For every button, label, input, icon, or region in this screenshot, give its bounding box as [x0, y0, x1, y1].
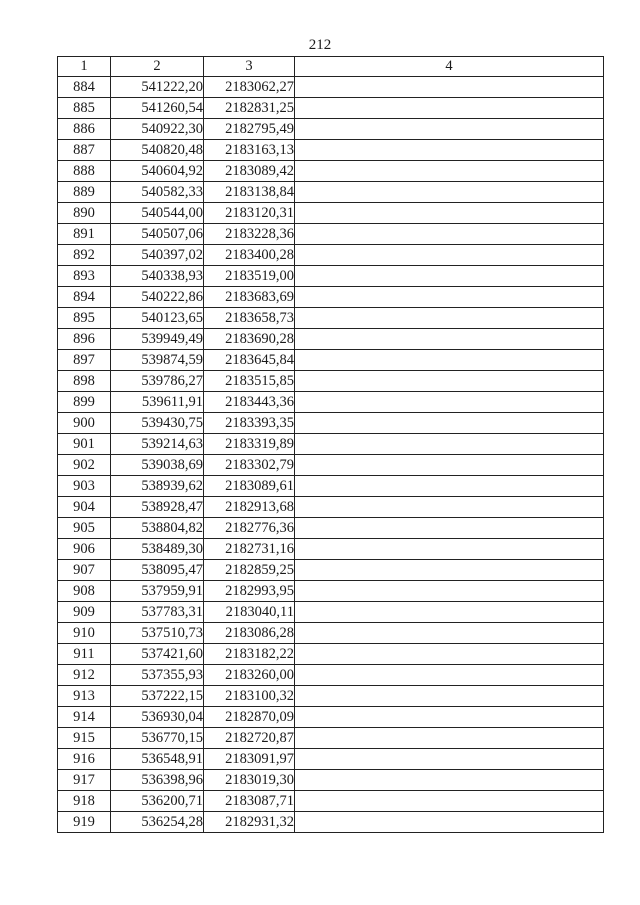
x-coordinate-cell: 541222,20: [111, 77, 204, 98]
table-row: [58, 245, 604, 266]
y-coordinate-cell: 2183400,28: [204, 245, 295, 266]
y-coordinate-cell: 2183138,84: [204, 182, 295, 203]
y-coordinate-cell: 2183086,28: [204, 623, 295, 644]
point-number-cell: 889: [58, 182, 111, 203]
table-row: [58, 476, 604, 497]
note-cell: [295, 812, 604, 833]
note-cell: [295, 665, 604, 686]
coordinates-table: [57, 56, 604, 833]
table-row: [58, 224, 604, 245]
note-cell: [295, 728, 604, 749]
point-number-cell: 898: [58, 371, 111, 392]
y-coordinate-cell: 2183040,11: [204, 602, 295, 623]
note-cell: [295, 707, 604, 728]
y-coordinate-cell: 2182731,16: [204, 539, 295, 560]
note-cell: [295, 476, 604, 497]
note-cell: [295, 686, 604, 707]
table-row: [58, 329, 604, 350]
point-number-cell: 906: [58, 539, 111, 560]
table-body: [58, 77, 604, 833]
table-row: [58, 287, 604, 308]
note-cell: [295, 245, 604, 266]
x-coordinate-cell: 537222,15: [111, 686, 204, 707]
table-row: [58, 749, 604, 770]
header-row: [58, 57, 604, 77]
y-coordinate-cell: 2182993,95: [204, 581, 295, 602]
table-row: [58, 623, 604, 644]
table-row: [58, 539, 604, 560]
table-row: [58, 455, 604, 476]
note-cell: [295, 287, 604, 308]
x-coordinate-cell: 536548,91: [111, 749, 204, 770]
table-row: [58, 791, 604, 812]
x-coordinate-cell: 537355,93: [111, 665, 204, 686]
table-row: [58, 203, 604, 224]
table-row: [58, 518, 604, 539]
table-row: [58, 182, 604, 203]
point-number-cell: 902: [58, 455, 111, 476]
note-cell: [295, 392, 604, 413]
table-row: [58, 77, 604, 98]
y-coordinate-cell: 2183515,85: [204, 371, 295, 392]
x-coordinate-cell: 538804,82: [111, 518, 204, 539]
y-coordinate-cell: 2182870,09: [204, 707, 295, 728]
point-number-cell: 895: [58, 308, 111, 329]
note-cell: [295, 308, 604, 329]
table-row: [58, 161, 604, 182]
table-row: [58, 140, 604, 161]
column-header-4: 4: [295, 57, 604, 77]
table-row: [58, 434, 604, 455]
y-coordinate-cell: 2183163,13: [204, 140, 295, 161]
point-number-cell: 908: [58, 581, 111, 602]
table-row: [58, 644, 604, 665]
note-cell: [295, 791, 604, 812]
point-number-cell: 897: [58, 350, 111, 371]
table-row: [58, 350, 604, 371]
table-row: [58, 98, 604, 119]
y-coordinate-cell: 2183319,89: [204, 434, 295, 455]
point-number-cell: 916: [58, 749, 111, 770]
point-number-cell: 894: [58, 287, 111, 308]
y-coordinate-cell: 2182795,49: [204, 119, 295, 140]
table-row: [58, 602, 604, 623]
note-cell: [295, 413, 604, 434]
point-number-cell: 911: [58, 644, 111, 665]
point-number-cell: 890: [58, 203, 111, 224]
point-number-cell: 887: [58, 140, 111, 161]
y-coordinate-cell: 2183658,73: [204, 308, 295, 329]
table-row: [58, 392, 604, 413]
note-cell: [295, 266, 604, 287]
note-cell: [295, 770, 604, 791]
x-coordinate-cell: 540397,02: [111, 245, 204, 266]
note-cell: [295, 581, 604, 602]
point-number-cell: 907: [58, 560, 111, 581]
x-coordinate-cell: 540338,93: [111, 266, 204, 287]
y-coordinate-cell: 2183683,69: [204, 287, 295, 308]
point-number-cell: 884: [58, 77, 111, 98]
point-number-cell: 899: [58, 392, 111, 413]
y-coordinate-cell: 2183228,36: [204, 224, 295, 245]
x-coordinate-cell: 540820,48: [111, 140, 204, 161]
point-number-cell: 913: [58, 686, 111, 707]
x-coordinate-cell: 540922,30: [111, 119, 204, 140]
y-coordinate-cell: 2183302,79: [204, 455, 295, 476]
point-number-cell: 891: [58, 224, 111, 245]
note-cell: [295, 497, 604, 518]
note-cell: [295, 350, 604, 371]
note-cell: [295, 182, 604, 203]
x-coordinate-cell: 536200,71: [111, 791, 204, 812]
x-coordinate-cell: 539214,63: [111, 434, 204, 455]
x-coordinate-cell: 539874,59: [111, 350, 204, 371]
table-row: [58, 371, 604, 392]
point-number-cell: 900: [58, 413, 111, 434]
y-coordinate-cell: 2182931,32: [204, 812, 295, 833]
x-coordinate-cell: 540582,33: [111, 182, 204, 203]
note-cell: [295, 539, 604, 560]
point-number-cell: 909: [58, 602, 111, 623]
y-coordinate-cell: 2183019,30: [204, 770, 295, 791]
point-number-cell: 905: [58, 518, 111, 539]
y-coordinate-cell: 2183260,00: [204, 665, 295, 686]
note-cell: [295, 749, 604, 770]
x-coordinate-cell: 538489,30: [111, 539, 204, 560]
table-row: [58, 707, 604, 728]
x-coordinate-cell: 536770,15: [111, 728, 204, 749]
x-coordinate-cell: 540507,06: [111, 224, 204, 245]
y-coordinate-cell: 2182859,25: [204, 560, 295, 581]
x-coordinate-cell: 539786,27: [111, 371, 204, 392]
note-cell: [295, 140, 604, 161]
point-number-cell: 893: [58, 266, 111, 287]
point-number-cell: 919: [58, 812, 111, 833]
note-cell: [295, 77, 604, 98]
point-number-cell: 896: [58, 329, 111, 350]
x-coordinate-cell: 536254,28: [111, 812, 204, 833]
note-cell: [295, 560, 604, 581]
y-coordinate-cell: 2183690,28: [204, 329, 295, 350]
y-coordinate-cell: 2183182,22: [204, 644, 295, 665]
point-number-cell: 914: [58, 707, 111, 728]
table-row: [58, 665, 604, 686]
table-row: [58, 413, 604, 434]
point-number-cell: 885: [58, 98, 111, 119]
y-coordinate-cell: 2182720,87: [204, 728, 295, 749]
x-coordinate-cell: 536930,04: [111, 707, 204, 728]
y-coordinate-cell: 2183089,42: [204, 161, 295, 182]
point-number-cell: 917: [58, 770, 111, 791]
note-cell: [295, 371, 604, 392]
y-coordinate-cell: 2182831,25: [204, 98, 295, 119]
point-number-cell: 912: [58, 665, 111, 686]
y-coordinate-cell: 2183645,84: [204, 350, 295, 371]
table-row: [58, 119, 604, 140]
x-coordinate-cell: 537959,91: [111, 581, 204, 602]
x-coordinate-cell: 540604,92: [111, 161, 204, 182]
column-header-2: 2: [111, 57, 204, 77]
note-cell: [295, 455, 604, 476]
y-coordinate-cell: 2183120,31: [204, 203, 295, 224]
table-row: [58, 812, 604, 833]
x-coordinate-cell: 540123,65: [111, 308, 204, 329]
point-number-cell: 888: [58, 161, 111, 182]
page-number: 212: [308, 37, 332, 53]
x-coordinate-cell: 539430,75: [111, 413, 204, 434]
x-coordinate-cell: 538095,47: [111, 560, 204, 581]
column-header-1: 1: [58, 57, 111, 77]
note-cell: [295, 161, 604, 182]
table-row: [58, 266, 604, 287]
point-number-cell: 892: [58, 245, 111, 266]
y-coordinate-cell: 2182776,36: [204, 518, 295, 539]
note-cell: [295, 623, 604, 644]
x-coordinate-cell: 536398,96: [111, 770, 204, 791]
x-coordinate-cell: 538928,47: [111, 497, 204, 518]
table-row: [58, 770, 604, 791]
table-row: [58, 497, 604, 518]
note-cell: [295, 203, 604, 224]
note-cell: [295, 434, 604, 455]
x-coordinate-cell: 541260,54: [111, 98, 204, 119]
y-coordinate-cell: 2183519,00: [204, 266, 295, 287]
point-number-cell: 901: [58, 434, 111, 455]
note-cell: [295, 119, 604, 140]
y-coordinate-cell: 2183443,36: [204, 392, 295, 413]
table-row: [58, 686, 604, 707]
y-coordinate-cell: 2183393,35: [204, 413, 295, 434]
x-coordinate-cell: 537510,73: [111, 623, 204, 644]
point-number-cell: 886: [58, 119, 111, 140]
x-coordinate-cell: 537421,60: [111, 644, 204, 665]
table-row: [58, 728, 604, 749]
note-cell: [295, 518, 604, 539]
y-coordinate-cell: 2183062,27: [204, 77, 295, 98]
x-coordinate-cell: 539038,69: [111, 455, 204, 476]
x-coordinate-cell: 540222,86: [111, 287, 204, 308]
y-coordinate-cell: 2183089,61: [204, 476, 295, 497]
column-header-3: 3: [204, 57, 295, 77]
x-coordinate-cell: 540544,00: [111, 203, 204, 224]
note-cell: [295, 224, 604, 245]
table-row: [58, 560, 604, 581]
point-number-cell: 903: [58, 476, 111, 497]
x-coordinate-cell: 538939,62: [111, 476, 204, 497]
x-coordinate-cell: 537783,31: [111, 602, 204, 623]
note-cell: [295, 329, 604, 350]
note-cell: [295, 98, 604, 119]
note-cell: [295, 602, 604, 623]
y-coordinate-cell: 2183087,71: [204, 791, 295, 812]
note-cell: [295, 644, 604, 665]
y-coordinate-cell: 2183100,32: [204, 686, 295, 707]
table-header: [58, 57, 604, 77]
x-coordinate-cell: 539949,49: [111, 329, 204, 350]
point-number-cell: 915: [58, 728, 111, 749]
y-coordinate-cell: 2183091,97: [204, 749, 295, 770]
table-row: [58, 308, 604, 329]
y-coordinate-cell: 2182913,68: [204, 497, 295, 518]
point-number-cell: 910: [58, 623, 111, 644]
point-number-cell: 918: [58, 791, 111, 812]
point-number-cell: 904: [58, 497, 111, 518]
table-row: [58, 581, 604, 602]
x-coordinate-cell: 539611,91: [111, 392, 204, 413]
